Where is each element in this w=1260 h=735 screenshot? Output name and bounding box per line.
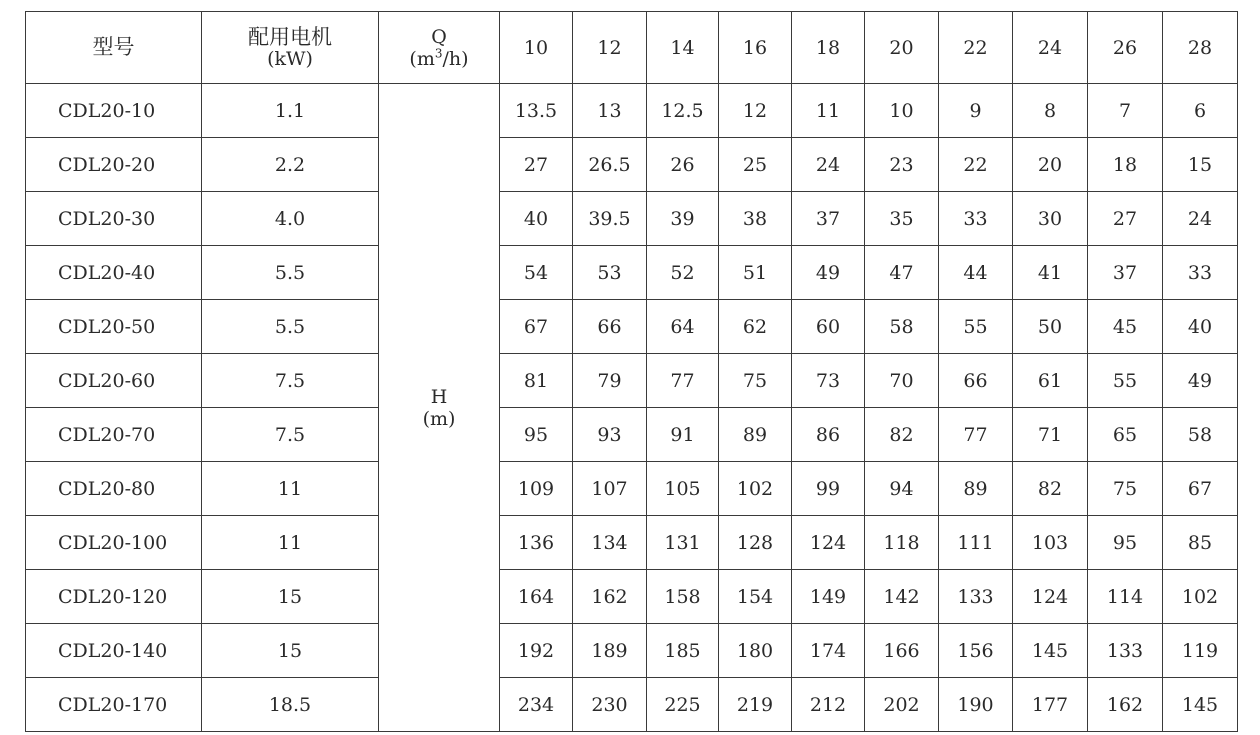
table-row <box>26 192 1238 246</box>
motor-power-cell: 11 <box>202 516 379 570</box>
head-value-cell: 37 <box>792 192 865 246</box>
head-value-cell: 73 <box>792 354 865 408</box>
model-cell: CDL20-80 <box>26 462 202 516</box>
motor-power-cell: 7.5 <box>202 354 379 408</box>
model-cell: CDL20-30 <box>26 192 202 246</box>
motor-power-cell: 7.5 <box>202 408 379 462</box>
head-value-cell: 6 <box>1163 84 1238 138</box>
head-value-cell: 89 <box>939 462 1013 516</box>
header-flow-value: 18 <box>792 12 865 84</box>
head-value-cell: 44 <box>939 246 1013 300</box>
head-value-cell: 49 <box>1163 354 1238 408</box>
table-row <box>26 84 1238 138</box>
head-value-cell: 35 <box>865 192 939 246</box>
head-value-cell: 25 <box>719 138 792 192</box>
head-value-cell: 67 <box>1163 462 1238 516</box>
head-value-cell: 8 <box>1013 84 1088 138</box>
head-value-cell: 131 <box>647 516 719 570</box>
header-motor-power: 配用电机 (kW) <box>202 12 379 84</box>
head-unit: (m) <box>422 407 456 430</box>
model-cell: CDL20-60 <box>26 354 202 408</box>
header-flow-q: Q $(m^3/h)$ <box>379 12 500 84</box>
head-value-cell: 158 <box>647 570 719 624</box>
head-value-cell: 61 <box>1013 354 1088 408</box>
motor-power-cell: 1.1 <box>202 84 379 138</box>
model-cell: CDL20-20 <box>26 138 202 192</box>
head-value-cell: 12.5 <box>647 84 719 138</box>
head-value-cell: 145 <box>1013 624 1088 678</box>
header-flow-value: 28 <box>1163 12 1238 84</box>
head-value-cell: 52 <box>647 246 719 300</box>
head-value-cell: 111 <box>939 516 1013 570</box>
table-row <box>26 408 1238 462</box>
head-value-cell: 94 <box>865 462 939 516</box>
table-row <box>26 354 1238 408</box>
head-value-cell: 9 <box>939 84 1013 138</box>
head-value-cell: 58 <box>865 300 939 354</box>
head-value-cell: 136 <box>500 516 573 570</box>
head-value-cell: 177 <box>1013 678 1088 732</box>
head-value-cell: 53 <box>573 246 647 300</box>
head-label: H <box>430 385 448 408</box>
head-value-cell: 62 <box>719 300 792 354</box>
header-flow-value: 16 <box>719 12 792 84</box>
head-value-cell: 99 <box>792 462 865 516</box>
head-value-cell: 91 <box>647 408 719 462</box>
head-value-cell: 75 <box>1088 462 1163 516</box>
head-label-cell <box>379 84 500 732</box>
head-value-cell: 41 <box>1013 246 1088 300</box>
head-value-cell: 65 <box>1088 408 1163 462</box>
table-row <box>26 246 1238 300</box>
head-value-cell: 105 <box>647 462 719 516</box>
head-value-cell: 164 <box>500 570 573 624</box>
table-row <box>26 462 1238 516</box>
head-value-cell: 95 <box>500 408 573 462</box>
head-value-cell: 60 <box>792 300 865 354</box>
head-value-cell: 55 <box>939 300 1013 354</box>
head-value-cell: 133 <box>939 570 1013 624</box>
head-value-cell: 71 <box>1013 408 1088 462</box>
head-value-cell: 37 <box>1088 246 1163 300</box>
head-value-cell: 27 <box>1088 192 1163 246</box>
head-value-cell: 162 <box>573 570 647 624</box>
model-cell: CDL20-40 <box>26 246 202 300</box>
head-value-cell: 212 <box>792 678 865 732</box>
head-value-cell: 26.5 <box>573 138 647 192</box>
head-value-cell: 180 <box>719 624 792 678</box>
header-flow-value: 12 <box>573 12 647 84</box>
header-flow-value: 10 <box>500 12 573 84</box>
table-row <box>26 138 1238 192</box>
model-cell: CDL20-70 <box>26 408 202 462</box>
head-value-cell: 154 <box>719 570 792 624</box>
model-cell: CDL20-50 <box>26 300 202 354</box>
model-cell: CDL20-140 <box>26 624 202 678</box>
head-value-cell: 33 <box>939 192 1013 246</box>
head-value-cell: 40 <box>500 192 573 246</box>
head-value-cell: 81 <box>500 354 573 408</box>
model-cell: CDL20-170 <box>26 678 202 732</box>
head-value-cell: 86 <box>792 408 865 462</box>
head-value-cell: 234 <box>500 678 573 732</box>
head-value-cell: 12 <box>719 84 792 138</box>
head-value-cell: 15 <box>1163 138 1238 192</box>
head-value-cell: 49 <box>792 246 865 300</box>
head-value-cell: 10 <box>865 84 939 138</box>
head-value-cell: 18 <box>1088 138 1163 192</box>
head-value-cell: 79 <box>573 354 647 408</box>
head-value-cell: 64 <box>647 300 719 354</box>
head-value-cell: 55 <box>1088 354 1163 408</box>
head-value-cell: 24 <box>792 138 865 192</box>
head-value-cell: 109 <box>500 462 573 516</box>
header-row <box>26 12 1238 84</box>
header-model: 型号 <box>26 12 202 84</box>
head-value-cell: 54 <box>500 246 573 300</box>
head-value-cell: 39.5 <box>573 192 647 246</box>
head-value-cell: 89 <box>719 408 792 462</box>
head-value-cell: 219 <box>719 678 792 732</box>
head-value-cell: 47 <box>865 246 939 300</box>
model-cell: CDL20-100 <box>26 516 202 570</box>
table-row <box>26 516 1238 570</box>
head-value-cell: 27 <box>500 138 573 192</box>
head-value-cell: 67 <box>500 300 573 354</box>
head-value-cell: 102 <box>719 462 792 516</box>
head-value-cell: 39 <box>647 192 719 246</box>
head-value-cell: 13 <box>573 84 647 138</box>
head-value-cell: 75 <box>719 354 792 408</box>
head-value-cell: 142 <box>865 570 939 624</box>
head-value-cell: 85 <box>1163 516 1238 570</box>
table-row <box>26 570 1238 624</box>
motor-power-cell: 15 <box>202 570 379 624</box>
motor-power-cell: 15 <box>202 624 379 678</box>
head-value-cell: 166 <box>865 624 939 678</box>
head-value-cell: 124 <box>1013 570 1088 624</box>
head-value-cell: 7 <box>1088 84 1163 138</box>
header-flow-value: 26 <box>1088 12 1163 84</box>
head-value-cell: 58 <box>1163 408 1238 462</box>
header-flow-value: 22 <box>939 12 1013 84</box>
head-value-cell: 185 <box>647 624 719 678</box>
table-row <box>26 678 1238 732</box>
head-value-cell: 107 <box>573 462 647 516</box>
head-value-cell: 149 <box>792 570 865 624</box>
motor-power-cell: 5.5 <box>202 246 379 300</box>
header-flow-value: 24 <box>1013 12 1088 84</box>
head-value-cell: 133 <box>1088 624 1163 678</box>
head-value-cell: 93 <box>573 408 647 462</box>
head-value-cell: 82 <box>1013 462 1088 516</box>
head-value-cell: 22 <box>939 138 1013 192</box>
head-value-cell: 114 <box>1088 570 1163 624</box>
head-value-cell: 202 <box>865 678 939 732</box>
motor-power-cell: 18.5 <box>202 678 379 732</box>
head-value-cell: 230 <box>573 678 647 732</box>
head-value-cell: 30 <box>1013 192 1088 246</box>
header-flow-value: 14 <box>647 12 719 84</box>
head-value-cell: 225 <box>647 678 719 732</box>
table-row <box>26 624 1238 678</box>
head-value-cell: 103 <box>1013 516 1088 570</box>
head-value-cell: 45 <box>1088 300 1163 354</box>
head-value-cell: 189 <box>573 624 647 678</box>
pump-performance-table <box>25 11 1238 732</box>
head-value-cell: 156 <box>939 624 1013 678</box>
motor-power-cell: 2.2 <box>202 138 379 192</box>
head-value-cell: 134 <box>573 516 647 570</box>
head-value-cell: 77 <box>939 408 1013 462</box>
head-value-cell: 13.5 <box>500 84 573 138</box>
head-value-cell: 33 <box>1163 246 1238 300</box>
motor-power-cell: 4.0 <box>202 192 379 246</box>
head-value-cell: 50 <box>1013 300 1088 354</box>
head-value-cell: 26 <box>647 138 719 192</box>
head-value-cell: 24 <box>1163 192 1238 246</box>
header-flow-value: 20 <box>865 12 939 84</box>
head-value-cell: 66 <box>573 300 647 354</box>
head-value-cell: 77 <box>647 354 719 408</box>
head-value-cell: 192 <box>500 624 573 678</box>
head-value-cell: 51 <box>719 246 792 300</box>
head-value-cell: 119 <box>1163 624 1238 678</box>
head-value-cell: 102 <box>1163 570 1238 624</box>
head-value-cell: 95 <box>1088 516 1163 570</box>
motor-power-cell: 5.5 <box>202 300 379 354</box>
head-value-cell: 20 <box>1013 138 1088 192</box>
head-value-cell: 124 <box>792 516 865 570</box>
head-value-cell: 190 <box>939 678 1013 732</box>
head-value-cell: 40 <box>1163 300 1238 354</box>
motor-power-cell: 11 <box>202 462 379 516</box>
head-value-cell: 82 <box>865 408 939 462</box>
head-value-cell: 70 <box>865 354 939 408</box>
head-value-cell: 66 <box>939 354 1013 408</box>
head-value-cell: 118 <box>865 516 939 570</box>
head-value-cell: 174 <box>792 624 865 678</box>
head-value-cell: 128 <box>719 516 792 570</box>
model-cell: CDL20-120 <box>26 570 202 624</box>
model-cell: CDL20-10 <box>26 84 202 138</box>
table-row <box>26 300 1238 354</box>
head-value-cell: 162 <box>1088 678 1163 732</box>
head-value-cell: 38 <box>719 192 792 246</box>
head-value-cell: 11 <box>792 84 865 138</box>
head-value-cell: 145 <box>1163 678 1238 732</box>
head-value-cell: 23 <box>865 138 939 192</box>
